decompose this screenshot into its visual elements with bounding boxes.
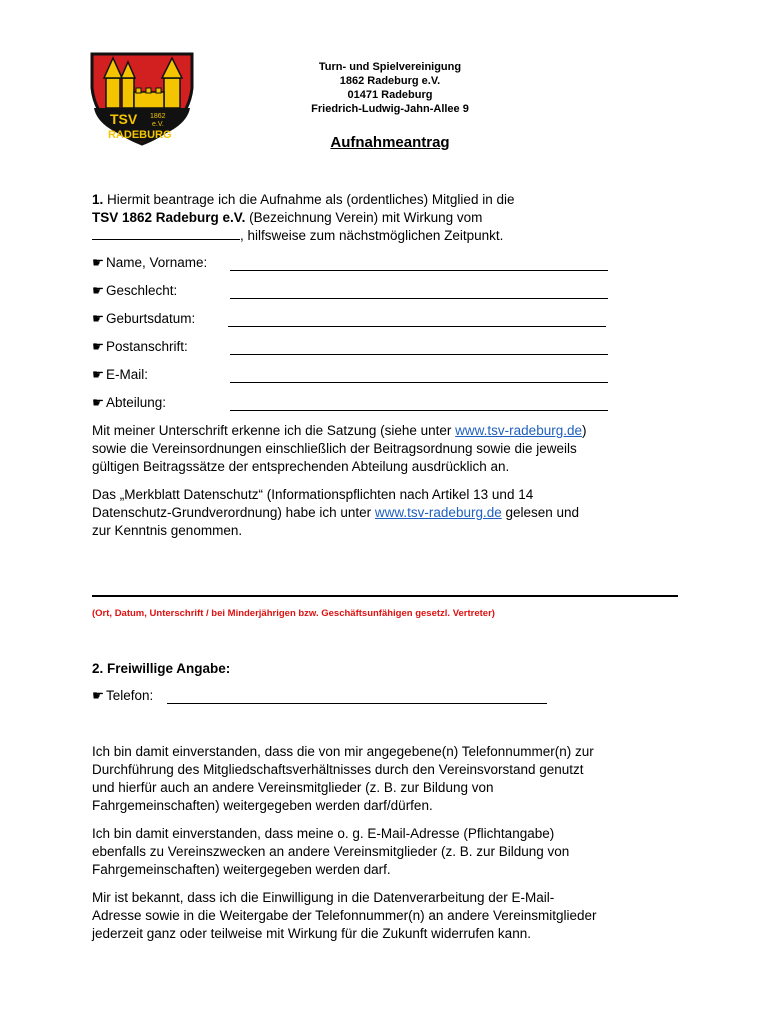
section2-title: 2. Freiwillige Angabe: — [92, 661, 231, 676]
header-line-2: 1862 Radeburg e.V. — [339, 75, 441, 87]
field-department — [92, 394, 166, 412]
club-website-link[interactable]: www.tsv-radeburg.de — [374, 505, 502, 520]
logo-tsv: TSV — [110, 111, 138, 127]
pointing-hand-icon: ☛ — [92, 255, 105, 270]
section1-line2: TSV 1862 Radeburg e.V. (Bezeichnung Verein) mit Wirkung vom — [92, 210, 483, 225]
signature-note: (Ort, Datum, Unterschrift / bei Minderjährigen bzw. Geschäftsunfähigen gesetzl. Vertreter) — [92, 608, 495, 619]
club-website-link[interactable]: www.tsv-radeburg.de — [455, 423, 582, 438]
field-name-label: Name, Vorname: — [106, 255, 208, 270]
email-input-line[interactable] — [230, 382, 608, 383]
header-line-4: Friedrich-Ludwig-Jahn-Allee 9 — [311, 103, 469, 115]
field-phone — [92, 687, 153, 705]
phone-input-line[interactable] — [167, 703, 547, 704]
field-email-label: E-Mail: — [106, 367, 149, 382]
field-address-label: Postanschrift: — [106, 339, 188, 354]
department-input-line[interactable] — [230, 410, 608, 411]
field-name — [92, 254, 207, 272]
pointing-hand-icon: ☛ — [92, 395, 105, 410]
pointing-hand-icon: ☛ — [92, 339, 105, 354]
field-gender — [92, 282, 177, 300]
date-blank[interactable] — [92, 227, 240, 240]
page-title: Aufnahmeantrag — [330, 134, 450, 151]
field-birth-label: Geburtsdatum: — [106, 311, 196, 326]
field-birth — [92, 310, 195, 328]
revocation-line3: jederzeit ganz oder teilweise mit Wirkung für die Zukunft widerrufen kann. — [92, 926, 531, 941]
pointing-hand-icon: ☛ — [92, 283, 105, 298]
consent-phone-line1: Ich bin damit einverstanden, dass die von mir angegebene(n) Telefonnummer(n) zur — [92, 744, 594, 759]
consent-phone-line3: und hierfür auch an andere Vereinsmitglieder (z. B. zur Bildung von — [92, 780, 494, 795]
privacy-line1: Das „Merkblatt Datenschutz“ (Informationspflichten nach Artikel 13 und 14 — [92, 487, 534, 502]
logo-ev: e.V. — [152, 121, 164, 128]
pointing-hand-icon: ☛ — [92, 688, 105, 703]
logo-year: 1862 — [150, 113, 166, 120]
field-gender-label: Geschlecht: — [106, 283, 178, 298]
field-email — [92, 366, 148, 384]
section1-line3: , hilfsweise zum nächstmöglichen Zeitpunkt. — [92, 227, 692, 245]
statute-line1: Mit meiner Unterschrift erkenne ich die Satzung (siehe unter www.tsv-radeburg.de) — [92, 423, 587, 438]
consent-phone-line2: Durchführung des Mitgliedschaftsverhältnisses durch den Vereinsvorstand genutzt — [92, 762, 584, 777]
club-logo — [88, 48, 196, 148]
consent-email-line3: Fahrgemeinschaften) weitergegeben werden darf. — [92, 862, 391, 877]
header-line-1: Turn- und Spielvereinigung — [318, 61, 462, 73]
section1-line1: 1. Hiermit beantrage ich die Aufnahme als (ordentliches) Mitglied in die — [92, 192, 515, 207]
gender-input-line[interactable] — [230, 298, 608, 299]
pointing-hand-icon: ☛ — [92, 311, 105, 326]
statute-line2: sowie die Vereinsordnungen einschließlich der Beitragsordnung sowie die jeweils — [92, 441, 577, 456]
header-line-3: 01471 Radeburg — [347, 89, 433, 101]
name-input-line[interactable] — [230, 270, 608, 271]
revocation-line2: Adresse sowie in die Weitergabe der Telefonnummer(n) an andere Vereinsmitglieder — [92, 908, 597, 923]
section1-number: 1. — [92, 192, 104, 207]
logo-name: RADEBURG — [108, 129, 172, 141]
consent-email-line2: ebenfalls zu Vereinszwecken an andere Vereinsmitglieder (z. B. zur Bildung von — [92, 844, 570, 859]
privacy-line2: Datenschutz-Grundverordnung) habe ich unter www.tsv-radeburg.de gelesen und — [92, 505, 580, 520]
privacy-line3: zur Kenntnis genommen. — [92, 523, 243, 538]
statute-line3: gültigen Beitragssätze der entsprechenden Abteilung ausdrücklich an. — [92, 459, 510, 474]
field-department-label: Abteilung: — [106, 395, 167, 410]
field-phone-label: Telefon: — [106, 688, 154, 703]
consent-phone-line4: Fahrgemeinschaften) weitergegeben werden darf/dürfen. — [92, 798, 433, 813]
signature-line[interactable] — [92, 595, 678, 597]
consent-email-line1: Ich bin damit einverstanden, dass meine o. g. E-Mail-Adresse (Pflichtangabe) — [92, 826, 555, 841]
address-input-line[interactable] — [230, 354, 608, 355]
birth-input-line[interactable] — [228, 326, 606, 327]
club-name: TSV 1862 Radeburg e.V. — [92, 210, 246, 225]
field-address — [92, 338, 188, 356]
revocation-line1: Mir ist bekannt, dass ich die Einwilligung in die Datenverarbeitung der E-Mail- — [92, 890, 555, 905]
pointing-hand-icon: ☛ — [92, 367, 105, 382]
